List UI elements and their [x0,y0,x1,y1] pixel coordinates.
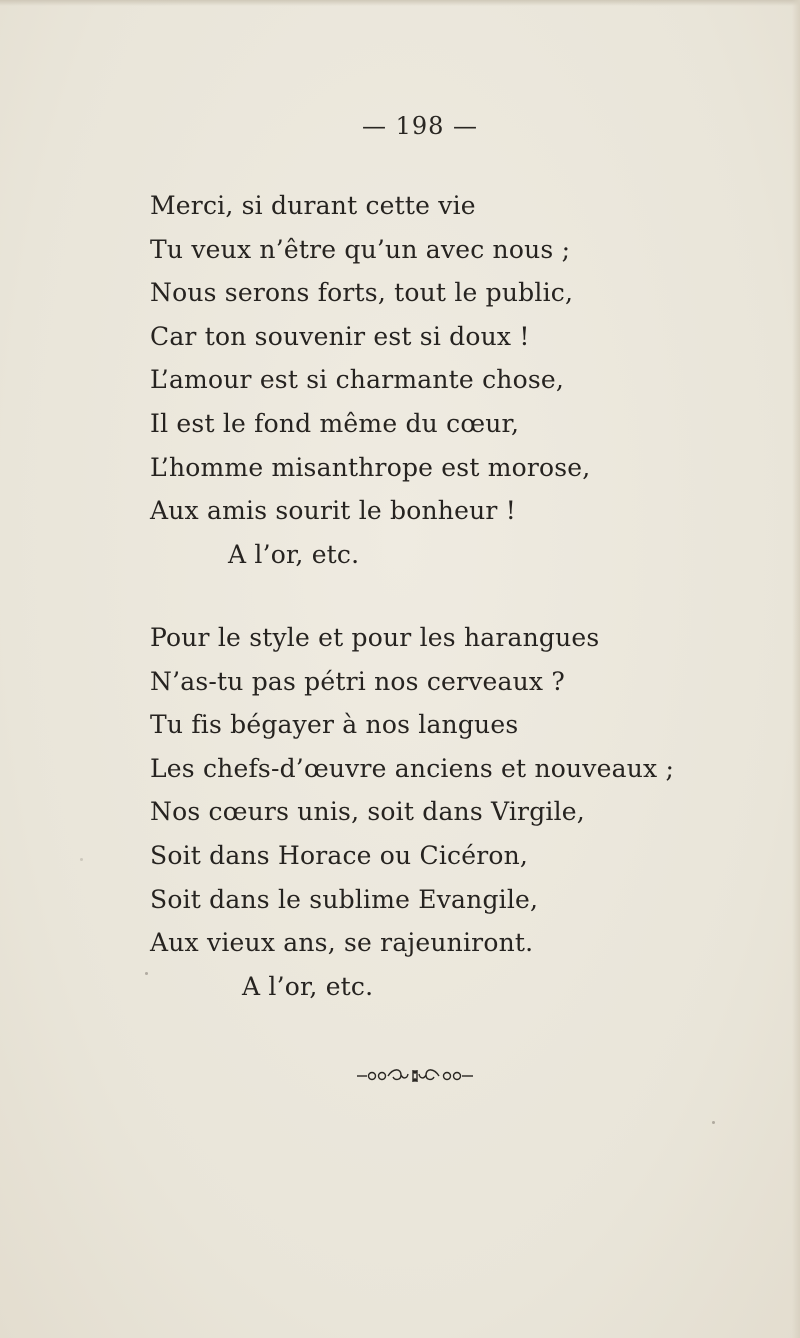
verse-line: Tu fis bégayer à nos langues [150,710,519,740]
verse-line: Soit dans le sublime Evangile, [150,884,539,914]
refrain-line: A l’or, etc. [228,539,360,569]
verse-line: Nos cœurs unis, soit dans Virgile, [150,797,585,827]
fleuron-ornament-icon [355,1066,485,1086]
poem-stanza-1 [150,188,590,580]
refrain-line: A l’or, etc. [242,971,374,1001]
verse-line: Pour le style et pour les harangues [150,623,600,652]
paper-speck [145,972,148,975]
verse-line: Nous serons forts, tout le public, [150,278,574,308]
verse-line: Les chefs-d’œuvre anciens et nouveaux ; [150,753,675,783]
page-right-edge [792,0,800,1338]
page-top-edge [0,0,800,6]
poem-stanza-2 [150,620,674,1012]
verse-line: Car ton souvenir est si doux ! [150,321,530,351]
verse-line: Il est le fond même du cœur, [150,408,520,438]
verse-line: L’amour est si charmante chose, [150,365,564,395]
page-number: — 198 — [361,112,479,140]
verse-line: Aux vieux ans, se rajeuniront. [150,928,534,958]
verse-line: L’homme misanthrope est morose, [150,452,591,482]
verse-line: Tu veux n’être qu’un avec nous ; [150,234,571,264]
verse-line: Soit dans Horace ou Cicéron, [150,840,529,870]
verse-line: Merci, si durant cette vie [150,191,476,220]
verse-line: Aux amis sourit le bonheur ! [150,496,516,526]
paper-speck [80,858,83,861]
verse-line: N’as-tu pas pétri nos cerveaux ? [150,666,565,696]
paper-speck [712,1121,715,1124]
